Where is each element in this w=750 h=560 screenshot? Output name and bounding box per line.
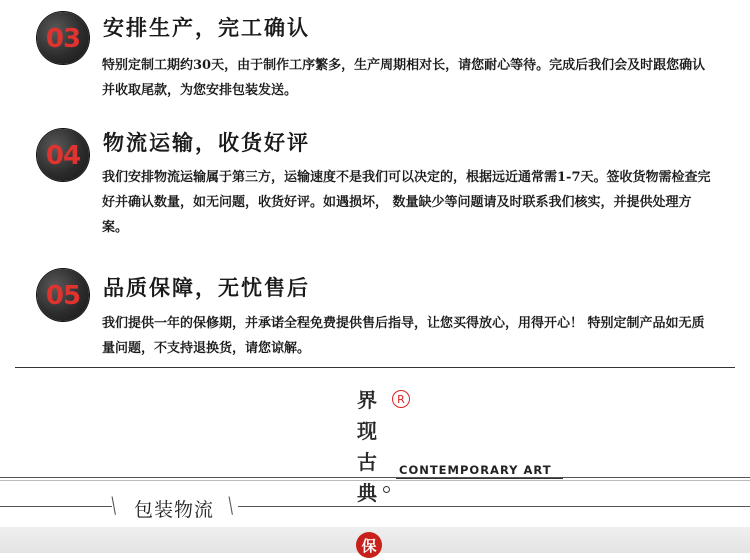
step-number-badge (37, 269, 89, 321)
section-rule-right (238, 506, 750, 507)
step-number-badge (37, 12, 89, 64)
step-body: 我们安排物流运输属于第三方，运输速度不是我们可以决定的，根据远近通常需1-7天。签收货物需检查完好并确认数量，如无问题，收货好评。如遇损坏， 数量缺少等问题请及时联系我们核实，并提供处理方案。 (102, 170, 711, 235)
content-divider (15, 367, 735, 368)
step-number: 04 (45, 141, 81, 171)
step-number: 05 (45, 281, 81, 311)
brand-underline (396, 478, 563, 479)
step-number: 03 (45, 24, 81, 54)
brand-char: 界 (357, 388, 377, 412)
section-rule-light (0, 480, 750, 481)
step-body: 特别定制工期约30天，由于制作工序繁多，生产周期相对长，请您耐心等待。完成后我们会及时跟您确认并收取尾款，为您安排包装发送。 (102, 58, 706, 98)
red-seal-stamp: 保 (356, 532, 382, 558)
step-number-badge (37, 129, 89, 181)
step-title: 物流运输，收货好评 (103, 130, 310, 155)
step-body: 我们提供一年的保修期，并承诺全程免费提供售后指导，让您买得放心，用得开心！ 特别定制产品如无质量问题，不支持退换货，请您谅解。 (102, 316, 705, 356)
slash-decoration-right: \ (228, 494, 233, 519)
section-rule-left (0, 506, 112, 507)
brand-char: 典 (357, 481, 377, 505)
brand-english-name: CONTEMPORARY ART (399, 463, 552, 477)
brand-logo-vertical (352, 385, 382, 509)
step-title: 品质保障，无忧售后 (103, 275, 310, 300)
circle-dot-icon (383, 486, 390, 493)
section-rule (0, 477, 750, 478)
step-title: 安排生产，完工确认 (103, 15, 310, 40)
slash-decoration-left: \ (111, 494, 116, 519)
brand-char: 古 (357, 450, 377, 474)
brand-char: 现 (357, 419, 377, 443)
section-heading: 包装物流 (134, 499, 215, 521)
registered-trademark-icon: R (392, 390, 410, 408)
